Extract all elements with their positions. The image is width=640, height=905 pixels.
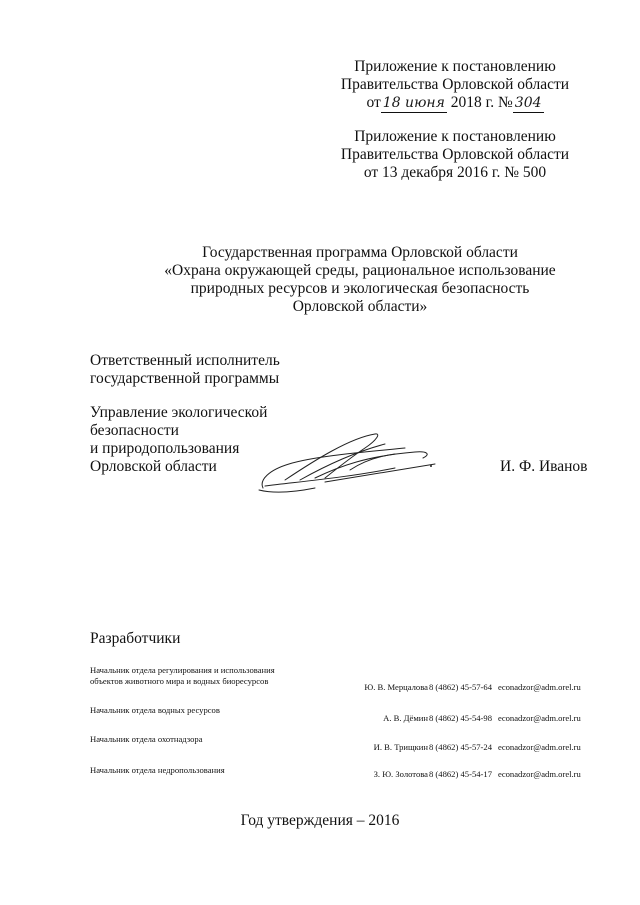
approval-original-line1: Приложение к постановлению	[354, 128, 556, 145]
developer-position	[90, 765, 330, 776]
responsible-executor-label	[90, 352, 280, 388]
developer-email: econadzor@adm.orel.ru	[498, 769, 581, 779]
approval-original-line3: от 13 декабря 2016 г. № 500	[363, 164, 547, 181]
developer-phone: 8 (4862) 45-54-98	[428, 713, 492, 723]
approval-current-block	[340, 58, 570, 113]
developer-position-line1: Начальник отдела охотнадзора	[90, 734, 203, 744]
program-title-line3: природных ресурсов и экологическая безопасность	[190, 280, 530, 297]
developer-email: econadzor@adm.orel.ru	[498, 742, 581, 752]
approval-year: Год утверждения – 2016	[240, 812, 400, 829]
program-title-line2: «Охрана окружающей среды, рациональное использование	[164, 262, 556, 279]
developer-name: И. В. Трищкин	[373, 742, 428, 752]
developer-name: А. В. Дёмин	[383, 713, 428, 723]
developer-position-line1: Начальник отдела водных ресурсов	[90, 705, 220, 715]
approval-date-prefix: от	[366, 94, 381, 111]
organization-line3: и природопользования	[90, 440, 240, 457]
approval-original-block	[340, 128, 570, 182]
program-title	[150, 244, 570, 316]
developer-position-line1: Начальник отдела регулирования и использования	[90, 665, 275, 675]
approval-current-line1: Приложение к постановлению	[354, 58, 556, 75]
developer-email: econadzor@adm.orel.ru	[498, 682, 581, 692]
responsible-line2: государственной программы	[90, 370, 280, 387]
approval-original-line2: Правительства Орловской области	[340, 146, 570, 163]
organization-name	[90, 404, 267, 476]
developer-position-line2: объектов животного мира и водных биоресурсов	[90, 676, 269, 686]
signer-name: И. Ф. Иванов	[500, 458, 588, 475]
developer-position-line1: Начальник отдела недропользования	[90, 765, 225, 775]
approval-date-suffix: 2018 г. №	[450, 94, 513, 111]
program-title-line1: Государственная программа Орловской области	[202, 244, 518, 261]
signature-image	[255, 430, 445, 495]
developer-phone: 8 (4862) 45-57-24	[428, 742, 492, 752]
approval-date-handwritten: 18 июня	[382, 95, 445, 111]
approval-current-line3	[340, 94, 570, 113]
developer-position	[90, 705, 330, 716]
developer-phone: 8 (4862) 45-54-17	[428, 769, 492, 779]
developers-title: Разработчики	[90, 630, 181, 647]
program-title-line4: Орловской области»	[292, 298, 428, 315]
developer-name: З. Ю. Золотова	[373, 769, 428, 779]
approval-current-line2: Правительства Орловской области	[340, 76, 570, 93]
organization-line1: Управление экологической	[90, 404, 268, 421]
developer-name: Ю. В. Мерцалова	[364, 682, 428, 692]
responsible-line1: Ответственный исполнитель	[90, 352, 280, 369]
organization-line2: безопасности	[90, 422, 179, 439]
developer-email: econadzor@adm.orel.ru	[498, 713, 581, 723]
organization-line4: Орловской области	[90, 458, 217, 475]
developer-position	[90, 734, 330, 745]
developer-phone: 8 (4862) 45-57-64	[428, 682, 492, 692]
developer-position	[90, 665, 330, 687]
approval-number-handwritten: 304	[514, 95, 542, 111]
